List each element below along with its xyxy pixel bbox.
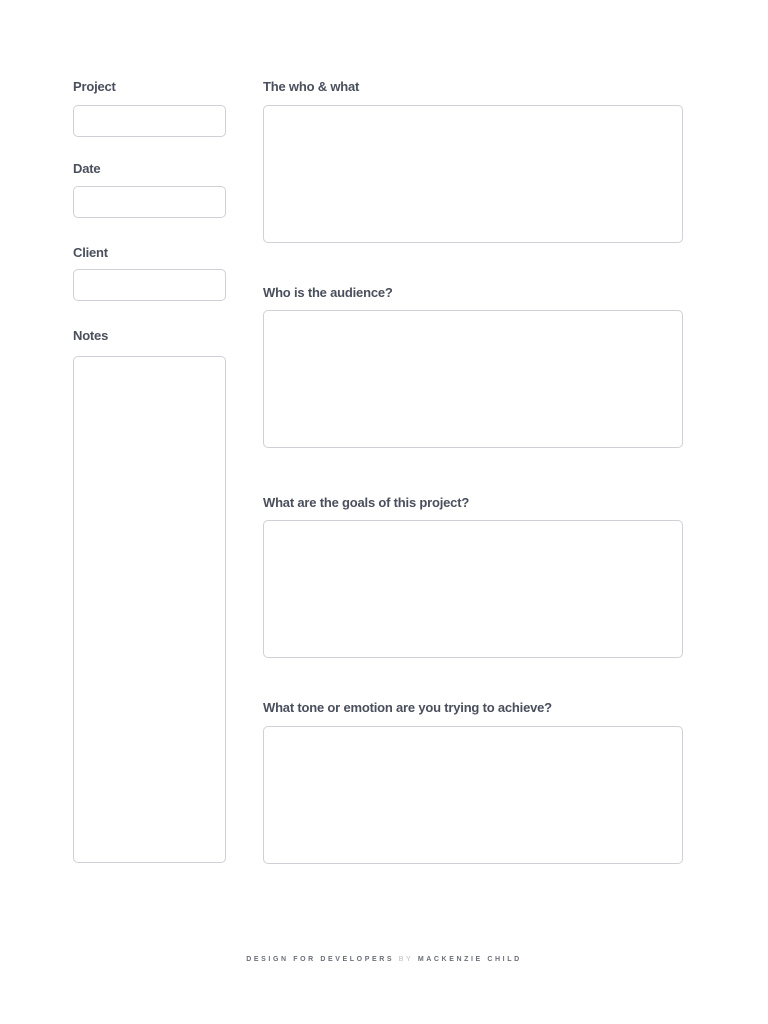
project-input[interactable] — [73, 105, 226, 137]
tone-label: What tone or emotion are you trying to achieve? — [263, 700, 552, 715]
date-label: Date — [73, 161, 101, 176]
who-what-textarea[interactable] — [263, 105, 683, 243]
footer-by: BY — [398, 956, 414, 963]
audience-label: Who is the audience? — [263, 285, 393, 300]
goals-label: What are the goals of this project? — [263, 495, 470, 510]
footer-author: MACKENZIE CHILD — [417, 956, 522, 963]
tone-textarea[interactable] — [263, 726, 683, 864]
footer-credit — [0, 956, 768, 963]
goals-textarea[interactable] — [263, 520, 683, 658]
who-what-label: The who & what — [263, 79, 360, 94]
client-input[interactable] — [73, 269, 226, 301]
footer-title: DESIGN FOR DEVELOPERS — [246, 956, 395, 963]
project-label: Project — [73, 79, 116, 94]
notes-label: Notes — [73, 328, 109, 343]
client-label: Client — [73, 245, 108, 260]
audience-textarea[interactable] — [263, 310, 683, 448]
date-input[interactable] — [73, 186, 226, 218]
notes-textarea[interactable] — [73, 356, 226, 863]
